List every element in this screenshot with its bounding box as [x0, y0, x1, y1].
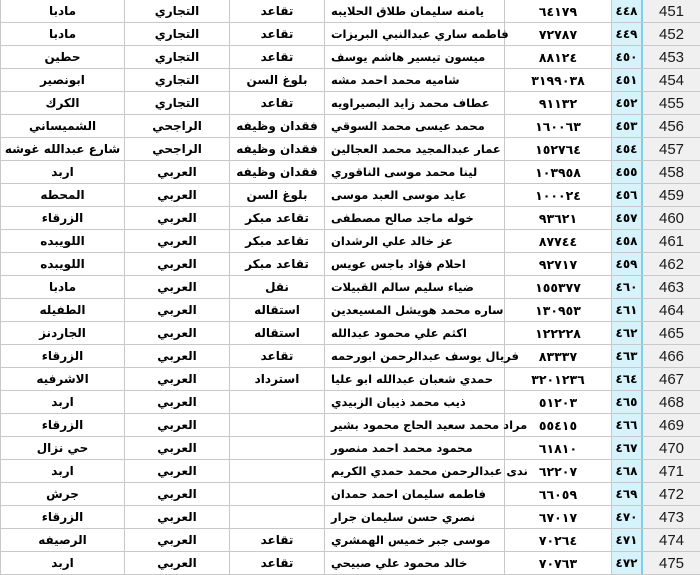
number-cell[interactable]: ٧٠٧٦٣	[505, 552, 612, 574]
reason-cell[interactable]: تقاعد	[230, 46, 325, 68]
reason-cell[interactable]: نقل	[230, 276, 325, 298]
sequence-cell[interactable]: ٤٦١	[612, 299, 643, 321]
type-cell[interactable]: العربي	[125, 322, 230, 344]
sequence-cell[interactable]: ٤٥١	[612, 69, 643, 91]
table-row	[0, 506, 700, 529]
row-header[interactable]: 455	[643, 92, 700, 114]
city-cell[interactable]: الاشرفيه	[0, 368, 125, 390]
sequence-cell[interactable]: ٤٤٩	[612, 23, 643, 45]
reason-cell[interactable]: بلوغ السن	[230, 184, 325, 206]
type-cell[interactable]: التجاري	[125, 0, 230, 22]
type-cell[interactable]: العربي	[125, 483, 230, 505]
reason-cell[interactable]: استقاله	[230, 299, 325, 321]
sequence-cell[interactable]: ٤٥٩	[612, 253, 643, 275]
type-cell[interactable]: العربي	[125, 391, 230, 413]
number-cell[interactable]: ٩١١٣٢	[505, 92, 612, 114]
number-cell[interactable]: ٥١٢٠٣	[505, 391, 612, 413]
row-header[interactable]: 466	[643, 345, 700, 367]
number-cell[interactable]: ٧٢٧٨٧	[505, 23, 612, 45]
row-header[interactable]: 458	[643, 161, 700, 183]
reason-cell[interactable]: تقاعد	[230, 529, 325, 551]
reason-cell[interactable]	[230, 391, 325, 413]
reason-cell[interactable]: بلوغ السن	[230, 69, 325, 91]
reason-cell[interactable]	[230, 437, 325, 459]
number-cell[interactable]: ١٠٣٩٥٨	[505, 161, 612, 183]
name-cell[interactable]: فريال يوسف عبدالرحمن ابورحمه	[325, 345, 505, 367]
table-row	[0, 299, 700, 322]
type-cell[interactable]: العربي	[125, 460, 230, 482]
row-header[interactable]: 460	[643, 207, 700, 229]
table-row	[0, 253, 700, 276]
number-cell[interactable]: ١٣٠٩٥٣	[505, 299, 612, 321]
sequence-cell[interactable]: ٤٥٠	[612, 46, 643, 68]
city-cell[interactable]: اربد	[0, 161, 125, 183]
row-header[interactable]: 461	[643, 230, 700, 252]
row-header[interactable]: 454	[643, 69, 700, 91]
name-cell[interactable]: عايد موسى العبد موسى	[325, 184, 505, 206]
number-cell[interactable]: ٩٢٧١٧	[505, 253, 612, 275]
row-header[interactable]: 470	[643, 437, 700, 459]
reason-cell[interactable]: تقاعد	[230, 552, 325, 574]
reason-cell[interactable]: تقاعد	[230, 0, 325, 22]
table-row	[0, 552, 700, 575]
sequence-cell[interactable]: ٤٧١	[612, 529, 643, 551]
name-cell[interactable]: خالد محمود علي صبيحي	[325, 552, 505, 574]
type-cell[interactable]: الراجحي	[125, 138, 230, 160]
name-cell[interactable]: محمد عيسى محمد السوقي	[325, 115, 505, 137]
reason-cell[interactable]: فقدان وظيفه	[230, 161, 325, 183]
number-cell[interactable]: ٥٥٤١٥	[505, 414, 612, 436]
type-cell[interactable]: العربي	[125, 207, 230, 229]
row-header[interactable]: 451	[643, 0, 700, 22]
table-row	[0, 368, 700, 391]
number-cell[interactable]: ٦٤١٧٩	[505, 0, 612, 22]
name-cell[interactable]: يامنه سليمان طلاق الحلايبه	[325, 0, 505, 22]
sequence-cell[interactable]: ٤٦٤	[612, 368, 643, 390]
table-row	[0, 437, 700, 460]
number-cell[interactable]: ٨٨١٢٤	[505, 46, 612, 68]
table-row	[0, 345, 700, 368]
city-cell[interactable]: الزرقاء	[0, 207, 125, 229]
number-cell[interactable]: ١٢٢٢٢٨	[505, 322, 612, 344]
reason-cell[interactable]	[230, 460, 325, 482]
type-cell[interactable]: التجاري	[125, 69, 230, 91]
number-cell[interactable]: ٧٠٢٦٤	[505, 529, 612, 551]
type-cell[interactable]: العربي	[125, 506, 230, 528]
name-cell[interactable]: اكثم علي محمود عبدالله	[325, 322, 505, 344]
row-header[interactable]: 457	[643, 138, 700, 160]
city-cell[interactable]: الشميساني	[0, 115, 125, 137]
reason-cell[interactable]: تقاعد مبكر	[230, 207, 325, 229]
table-row	[0, 23, 700, 46]
row-header[interactable]: 468	[643, 391, 700, 413]
table-row	[0, 184, 700, 207]
reason-cell[interactable]: فقدان وظيفه	[230, 138, 325, 160]
reason-cell[interactable]: تقاعد	[230, 23, 325, 45]
table-row	[0, 161, 700, 184]
city-cell[interactable]: الزرقاء	[0, 506, 125, 528]
table-row	[0, 207, 700, 230]
reason-cell[interactable]: استرداد	[230, 368, 325, 390]
type-cell[interactable]: العربي	[125, 230, 230, 252]
sequence-cell[interactable]: ٤٥٣	[612, 115, 643, 137]
reason-cell[interactable]: تقاعد مبكر	[230, 230, 325, 252]
city-cell[interactable]: ابونصير	[0, 69, 125, 91]
type-cell[interactable]: التجاري	[125, 92, 230, 114]
city-cell[interactable]: المحطه	[0, 184, 125, 206]
name-cell[interactable]: مراد محمد سعيد الحاج محمود بشير	[325, 414, 505, 436]
city-cell[interactable]: اربد	[0, 460, 125, 482]
row-header[interactable]: 475	[643, 552, 700, 574]
city-cell[interactable]: مادبا	[0, 0, 125, 22]
city-cell[interactable]: الكرك	[0, 92, 125, 114]
table-row	[0, 115, 700, 138]
row-header[interactable]: 456	[643, 115, 700, 137]
name-cell[interactable]: ضياء سليم سالم القبيلات	[325, 276, 505, 298]
name-cell[interactable]: عطاف محمد زايد البصيراويه	[325, 92, 505, 114]
row-header[interactable]: 474	[643, 529, 700, 551]
number-cell[interactable]: ١٥٥٣٧٧	[505, 276, 612, 298]
type-cell[interactable]: التجاري	[125, 23, 230, 45]
type-cell[interactable]: العربي	[125, 368, 230, 390]
city-cell[interactable]: الرصيفه	[0, 529, 125, 551]
sequence-cell[interactable]: ٤٥٥	[612, 161, 643, 183]
table-row	[0, 391, 700, 414]
row-header[interactable]: 463	[643, 276, 700, 298]
number-cell[interactable]: ٨٧٧٤٤	[505, 230, 612, 252]
number-cell[interactable]: ٦٧٠١٧	[505, 506, 612, 528]
city-cell[interactable]: الزرقاء	[0, 414, 125, 436]
type-cell[interactable]: العربي	[125, 529, 230, 551]
table-row	[0, 138, 700, 161]
table-row	[0, 0, 700, 23]
type-cell[interactable]: العربي	[125, 552, 230, 574]
sequence-cell[interactable]: ٤٥٨	[612, 230, 643, 252]
name-cell[interactable]: محمود محمد احمد منصور	[325, 437, 505, 459]
row-header[interactable]: 464	[643, 299, 700, 321]
table-row	[0, 276, 700, 299]
table-row	[0, 322, 700, 345]
row-header[interactable]: 452	[643, 23, 700, 45]
row-header[interactable]: 462	[643, 253, 700, 275]
number-cell[interactable]: ١٠٠٠٢٤	[505, 184, 612, 206]
reason-cell[interactable]	[230, 483, 325, 505]
number-cell[interactable]: ٩٣٦٢١	[505, 207, 612, 229]
row-header[interactable]: 465	[643, 322, 700, 344]
row-header[interactable]: 471	[643, 460, 700, 482]
reason-cell[interactable]: تقاعد	[230, 92, 325, 114]
sequence-cell[interactable]: ٤٤٨	[612, 0, 643, 22]
number-cell[interactable]: ٣١٩٩٠٣٨	[505, 69, 612, 91]
name-cell[interactable]: موسى جبر خميس الهمشري	[325, 529, 505, 551]
sequence-cell[interactable]: ٤٦٩	[612, 483, 643, 505]
city-cell[interactable]: جرش	[0, 483, 125, 505]
name-cell[interactable]: ميسون تيسير هاشم يوسف	[325, 46, 505, 68]
city-cell[interactable]: مادبا	[0, 23, 125, 45]
city-cell[interactable]: حطين	[0, 46, 125, 68]
name-cell[interactable]: ندى عبدالرحمن محمد حمدي الكريم	[325, 460, 505, 482]
table-row	[0, 92, 700, 115]
city-cell[interactable]: حي نزال	[0, 437, 125, 459]
table-row	[0, 529, 700, 552]
table-row	[0, 414, 700, 437]
number-cell[interactable]: ٦٦٠٥٩	[505, 483, 612, 505]
name-cell[interactable]: احلام فؤاد باجس عويس	[325, 253, 505, 275]
reason-cell[interactable]: تقاعد مبكر	[230, 253, 325, 275]
number-cell[interactable]: ٦٢٢٠٧	[505, 460, 612, 482]
reason-cell[interactable]: استقاله	[230, 322, 325, 344]
name-cell[interactable]: فاطمه سليمان احمد حمدان	[325, 483, 505, 505]
type-cell[interactable]: العربي	[125, 345, 230, 367]
table-row	[0, 230, 700, 253]
name-cell[interactable]: ساره محمد هويشل المسيعدين	[325, 299, 505, 321]
city-cell[interactable]: مادبا	[0, 276, 125, 298]
type-cell[interactable]: العربي	[125, 276, 230, 298]
table-row	[0, 69, 700, 92]
row-header[interactable]: 453	[643, 46, 700, 68]
reason-cell[interactable]	[230, 506, 325, 528]
type-cell[interactable]: العربي	[125, 437, 230, 459]
sequence-cell[interactable]: ٤٦٠	[612, 276, 643, 298]
table-row	[0, 46, 700, 69]
row-header[interactable]: 459	[643, 184, 700, 206]
city-cell[interactable]: اللويبده	[0, 253, 125, 275]
city-cell[interactable]: الجاردنز	[0, 322, 125, 344]
number-cell[interactable]: ٦١٨١٠	[505, 437, 612, 459]
city-cell[interactable]: الزرقاء	[0, 345, 125, 367]
sequence-cell[interactable]: ٤٦٧	[612, 437, 643, 459]
type-cell[interactable]: العربي	[125, 253, 230, 275]
row-header[interactable]: 472	[643, 483, 700, 505]
city-cell[interactable]: شارع عبدالله غوشه	[0, 138, 125, 160]
sequence-cell[interactable]: ٤٥٦	[612, 184, 643, 206]
name-cell[interactable]: عز خالد علي الرشدان	[325, 230, 505, 252]
sequence-cell[interactable]: ٤٦٢	[612, 322, 643, 344]
number-cell[interactable]: ٣٢٠١٢٣٦	[505, 368, 612, 390]
sequence-cell[interactable]: ٤٥٢	[612, 92, 643, 114]
type-cell[interactable]: التجاري	[125, 46, 230, 68]
city-cell[interactable]: الطفيله	[0, 299, 125, 321]
name-cell[interactable]: عمار عبدالمجيد محمد العجالين	[325, 138, 505, 160]
number-cell[interactable]: ١٥٢٧٦٤	[505, 138, 612, 160]
name-cell[interactable]: لينا محمد موسى الناقوري	[325, 161, 505, 183]
type-cell[interactable]: العربي	[125, 161, 230, 183]
sequence-cell[interactable]: ٤٦٣	[612, 345, 643, 367]
sequence-cell[interactable]: ٤٧٢	[612, 552, 643, 574]
city-cell[interactable]: اربد	[0, 552, 125, 574]
sequence-cell[interactable]: ٤٦٥	[612, 391, 643, 413]
reason-cell[interactable]: تقاعد	[230, 345, 325, 367]
type-cell[interactable]: العربي	[125, 184, 230, 206]
name-cell[interactable]: ذيب محمد ذيبان الزبيدي	[325, 391, 505, 413]
table-row	[0, 483, 700, 506]
row-header[interactable]: 473	[643, 506, 700, 528]
city-cell[interactable]: اربد	[0, 391, 125, 413]
name-cell[interactable]: نصري حسن سليمان جرار	[325, 506, 505, 528]
number-cell[interactable]: ١٦٠٠٦٣	[505, 115, 612, 137]
sequence-cell[interactable]: ٤٦٨	[612, 460, 643, 482]
name-cell[interactable]: فاطمه ساري عبدالنبي البريزات	[325, 23, 505, 45]
type-cell[interactable]: العربي	[125, 299, 230, 321]
city-cell[interactable]: اللويبده	[0, 230, 125, 252]
sequence-cell[interactable]: ٤٥٤	[612, 138, 643, 160]
type-cell[interactable]: الراجحي	[125, 115, 230, 137]
type-cell[interactable]: العربي	[125, 414, 230, 436]
row-header[interactable]: 467	[643, 368, 700, 390]
reason-cell[interactable]: فقدان وظيفه	[230, 115, 325, 137]
name-cell[interactable]: حمدي شعبان عبدالله ابو عليا	[325, 368, 505, 390]
sequence-cell[interactable]: ٤٦٦	[612, 414, 643, 436]
table-row	[0, 460, 700, 483]
row-header[interactable]: 469	[643, 414, 700, 436]
sequence-cell[interactable]: ٤٥٧	[612, 207, 643, 229]
sequence-cell[interactable]: ٤٧٠	[612, 506, 643, 528]
name-cell[interactable]: شاميه محمد احمد مشه	[325, 69, 505, 91]
name-cell[interactable]: خوله ماجد صالح مصطفى	[325, 207, 505, 229]
reason-cell[interactable]	[230, 414, 325, 436]
number-cell[interactable]: ٨٣٣٣٧	[505, 345, 612, 367]
